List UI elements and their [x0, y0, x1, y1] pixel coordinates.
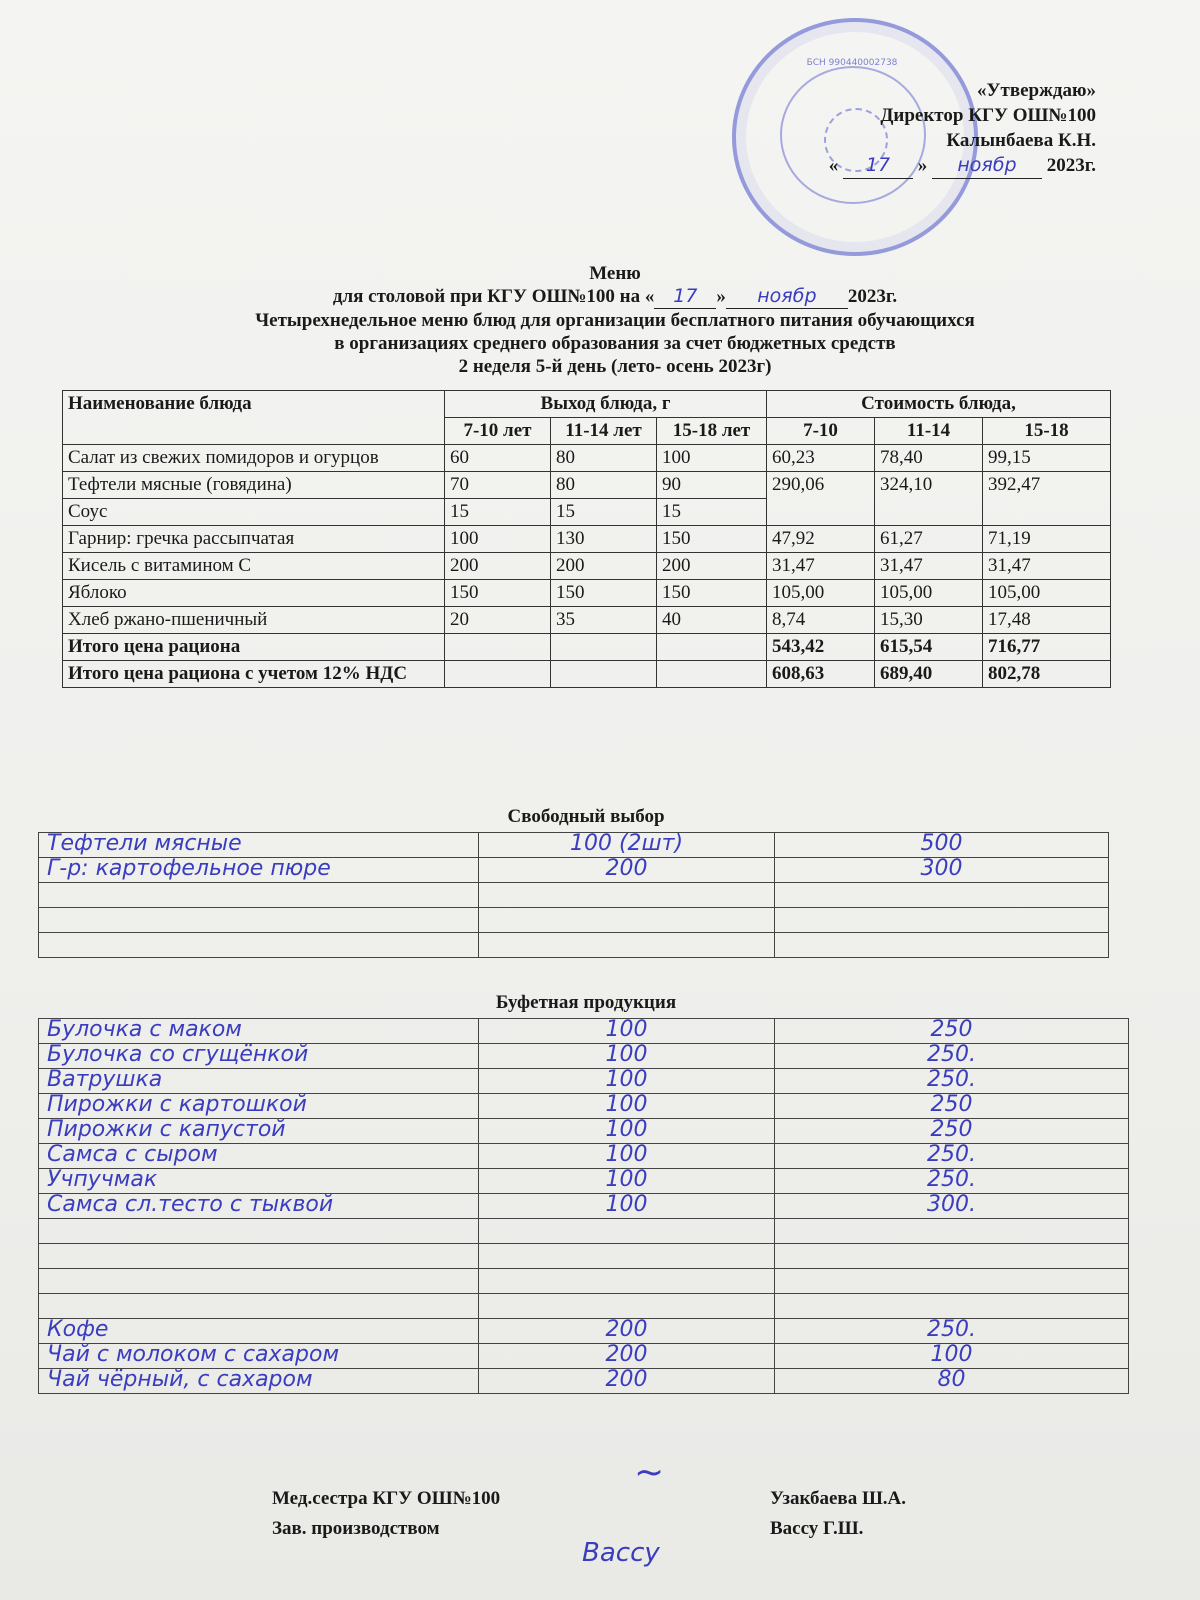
approval-block [829, 78, 1096, 179]
table-row: Булочка со сгущёнкой 100 250. [39, 1044, 1129, 1069]
nurse-title: Мед.сестра КГУ ОШ№100 [272, 1488, 501, 1509]
table-header-row [63, 391, 1111, 418]
table-row: Тефтели мясные 100 (2шт) 500 [39, 833, 1109, 858]
buffet-table [38, 1018, 1129, 1394]
menu-title-block [60, 262, 1170, 378]
table-row [39, 1244, 1129, 1269]
table-row: Самса с сыром 100 250. [39, 1144, 1129, 1169]
menu-date-line: для столовой при КГУ ОШ№100 на « 17 » ноябр 2023г. [332, 285, 898, 307]
menu-title: Меню [589, 263, 641, 284]
menu-week-day: 2 неделя 5-й день (лето- осень 2023г) [458, 356, 772, 377]
table-row: Самса сл.тесто с тыквой 100 300. [39, 1194, 1129, 1219]
table-row: Чай с молоком с сахаром 200 100 [39, 1344, 1129, 1369]
approval-date-day: 17 [843, 153, 913, 179]
col-header-yield: Выход блюда, г [445, 391, 767, 418]
approval-position: Директор КГУ ОШ№100 [880, 105, 1096, 126]
col-header-age: 15-18 [983, 418, 1111, 445]
total-vat-row: Итого цена рациона с учетом 12% НДС 608,63 689,40 802,78 [63, 661, 1111, 688]
table-row: Кофе 200 250. [39, 1319, 1129, 1344]
chef-name: Вассу Г.Ш. [770, 1518, 864, 1539]
nurse-name: Узакбаева Ш.А. [770, 1488, 907, 1509]
table-row: Ватрушка 100 250. [39, 1069, 1129, 1094]
col-header-age: 7-10 [767, 418, 875, 445]
free-choice-title: Свободный выбор [507, 806, 665, 827]
table-row [39, 1294, 1129, 1319]
buffet-title: Буфетная продукция [495, 992, 677, 1013]
table-row: Учпучмак 100 250. [39, 1169, 1129, 1194]
table-row: Пирожки с картошкой 100 250 [39, 1094, 1129, 1119]
approval-name: Калынбаева К.Н. [946, 130, 1096, 151]
table-row: Гарнир: гречка рассыпчатая 100 130 150 47,92 61,27 71,19 [63, 526, 1111, 553]
menu-subtitle: Четырехнедельное меню блюд для организации бесплатного питания обучающихся [255, 310, 975, 331]
col-header-age: 11-14 лет [551, 418, 657, 445]
col-header-cost: Стоимость блюда, [767, 391, 1111, 418]
col-header-name: Наименование блюда [63, 391, 445, 445]
table-row: Тефтели мясные (говядина) 70 80 90 290,06 324,10 392,47 [63, 472, 1111, 499]
table-row: Пирожки с капустой 100 250 [39, 1119, 1129, 1144]
chef-title: Зав. производством [272, 1518, 440, 1539]
chef-signature: Вассу [582, 1538, 660, 1568]
table-row: Чай чёрный, с сахаром 200 80 [39, 1369, 1129, 1394]
menu-subtitle-2: в организациях среднего образования за счет бюджетных средств [334, 333, 896, 354]
free-choice-table [38, 832, 1109, 958]
table-row: Соус 15 15 15 [63, 499, 1111, 526]
table-row: Яблоко 150 150 150 105,00 105,00 105,00 [63, 580, 1111, 607]
table-row: Г-р: картофельное пюре 200 300 [39, 858, 1109, 883]
col-header-age: 15-18 лет [657, 418, 767, 445]
footer-titles [272, 1484, 500, 1544]
stamp-text: БСН 990440002738 [806, 58, 898, 68]
table-row [39, 1269, 1129, 1294]
approval-date-month: ноябр [932, 153, 1042, 179]
menu-date-month: ноябр [726, 285, 848, 309]
table-row [39, 1219, 1129, 1244]
col-header-age: 7-10 лет [445, 418, 551, 445]
table-row [39, 908, 1109, 933]
menu-table [62, 390, 1111, 688]
table-row: Салат из свежих помидоров и огурцов 60 80 100 60,23 78,40 99,15 [63, 445, 1111, 472]
approval-date: « 17 » ноябр 2023г. [829, 153, 1096, 179]
footer-names [770, 1484, 906, 1544]
total-row: Итого цена рациона 543,42 615,54 716,77 [63, 634, 1111, 661]
nurse-signature: ~ [634, 1452, 665, 1493]
table-row: Хлеб ржано-пшеничный 20 35 40 8,74 15,30 17,48 [63, 607, 1111, 634]
table-row: Булочка с маком 100 250 [39, 1019, 1129, 1044]
col-header-age: 11-14 [875, 418, 983, 445]
table-row [39, 883, 1109, 908]
table-row: Кисель с витамином С 200 200 200 31,47 31,47 31,47 [63, 553, 1111, 580]
approval-heading: «Утверждаю» [977, 80, 1096, 101]
menu-date-day: 17 [654, 285, 716, 309]
table-row [39, 933, 1109, 958]
